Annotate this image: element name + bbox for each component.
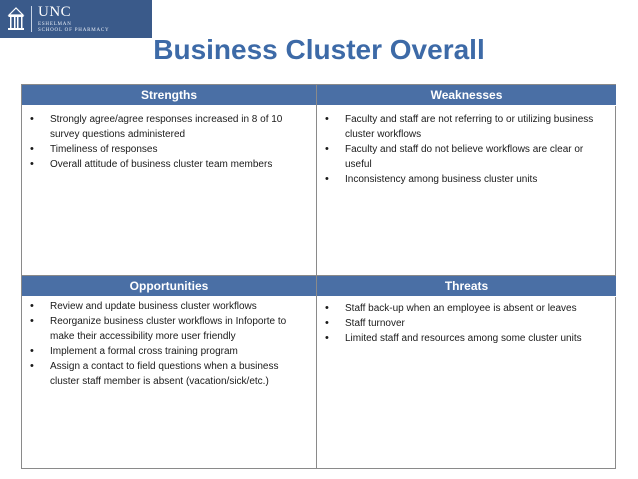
list-item: • Assign a contact to field questions when a business cluster staff member is absent (vacation/sick/etc.) <box>50 359 310 389</box>
threats-list <box>317 297 616 346</box>
list-item: • Review and update business cluster workflows <box>50 299 310 314</box>
strengths-cell <box>21 84 316 276</box>
list-item: • Overall attitude of business cluster team members <box>50 157 310 172</box>
list-item: • Strongly agree/agree responses increased in 8 of 10 survey questions administered <box>50 112 310 142</box>
strengths-header: Strengths <box>22 85 316 106</box>
threats-cell <box>316 276 616 469</box>
logo-text <box>38 5 109 33</box>
weaknesses-cell <box>316 84 616 276</box>
list-item: • Reorganize business cluster workflows in Infoporte to make their accessibility more user friendly <box>50 314 310 344</box>
list-item: • Staff back-up when an employee is absent or leaves <box>345 301 610 316</box>
weaknesses-header: Weaknesses <box>317 85 616 106</box>
logo-subtitle-2: SCHOOL OF PHARMACY <box>38 28 110 33</box>
list-item: • Staff turnover <box>345 316 610 331</box>
opportunities-header: Opportunities <box>22 276 316 297</box>
strengths-list <box>22 106 316 172</box>
slide-title: Business Cluster Overall <box>153 34 485 65</box>
weaknesses-list <box>317 106 616 187</box>
logo-subtitle-1: ESHELMAN <box>38 22 72 27</box>
list-item: • Inconsistency among business cluster units <box>345 172 610 187</box>
list-item: • Timeliness of responses <box>50 142 310 157</box>
list-item: • Faculty and staff do not believe workflows are clear or useful <box>345 142 610 172</box>
swot-grid <box>21 84 616 469</box>
list-item: • Limited staff and resources among some cluster units <box>345 331 610 346</box>
list-item: • Implement a formal cross training program <box>50 344 310 359</box>
unc-logo <box>0 0 152 38</box>
opportunities-list <box>22 297 316 389</box>
opportunities-cell <box>21 276 316 469</box>
old-well-icon <box>7 6 25 32</box>
logo-divider <box>31 6 32 32</box>
logo-name: UNC <box>38 4 72 20</box>
list-item: • Faculty and staff are not referring to or utilizing business cluster workflows <box>345 112 610 142</box>
threats-header: Threats <box>317 276 616 297</box>
